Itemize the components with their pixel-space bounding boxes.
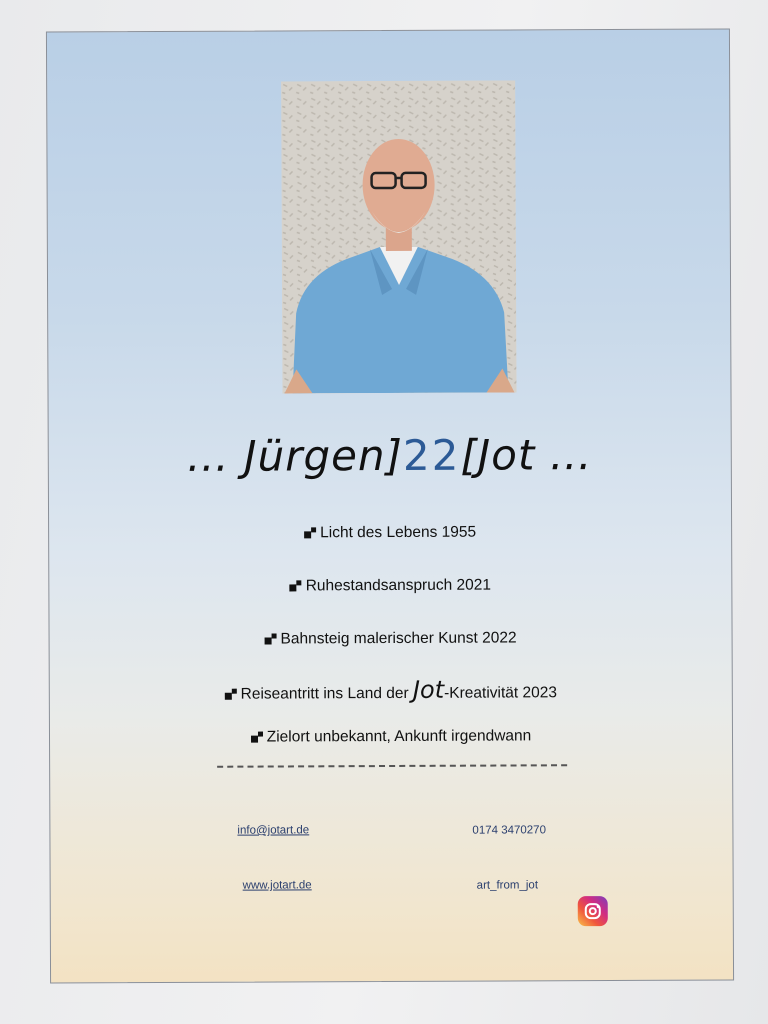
- timeline-item: [50, 675, 732, 706]
- timeline-item: [49, 576, 731, 597]
- page-title: [49, 430, 731, 482]
- title-number: 22: [402, 430, 461, 480]
- bullet-icon: [251, 732, 264, 743]
- timeline-text: Licht des Lebens 1955: [320, 523, 477, 542]
- timeline-text: -Kreativität 2023: [444, 684, 558, 702]
- email-link[interactable]: info@jotart.de: [237, 824, 310, 837]
- flyer-sheet: [46, 29, 734, 984]
- timeline-item: [50, 629, 732, 650]
- timeline-text: Reiseantritt ins Land der: [240, 684, 413, 703]
- bullet-icon: [265, 633, 278, 644]
- timeline-text: Zielort unbekannt, Ankunft irgendwann: [266, 727, 532, 746]
- title-prefix: … Jürgen]: [186, 430, 404, 481]
- jot-highlight: Jot: [412, 675, 445, 704]
- timeline-text: Ruhestandsanspruch 2021: [305, 576, 492, 595]
- timeline-item: [49, 523, 731, 544]
- timeline-item: [50, 727, 732, 748]
- website-link[interactable]: www.jotart.de: [242, 879, 312, 892]
- timeline-text: Bahnsteig malerischer Kunst 2022: [280, 629, 517, 648]
- title-suffix: [Jot …: [460, 430, 593, 480]
- bullet-icon: [290, 580, 303, 591]
- bullet-icon: [304, 527, 317, 538]
- phone-number: 0174 3470270: [472, 824, 547, 837]
- dashed-divider: [217, 764, 567, 768]
- instagram-icon[interactable]: [578, 896, 608, 926]
- instagram-handle: art_from_jot: [476, 879, 539, 892]
- portrait-photo: [281, 80, 516, 393]
- bullet-icon: [225, 689, 238, 700]
